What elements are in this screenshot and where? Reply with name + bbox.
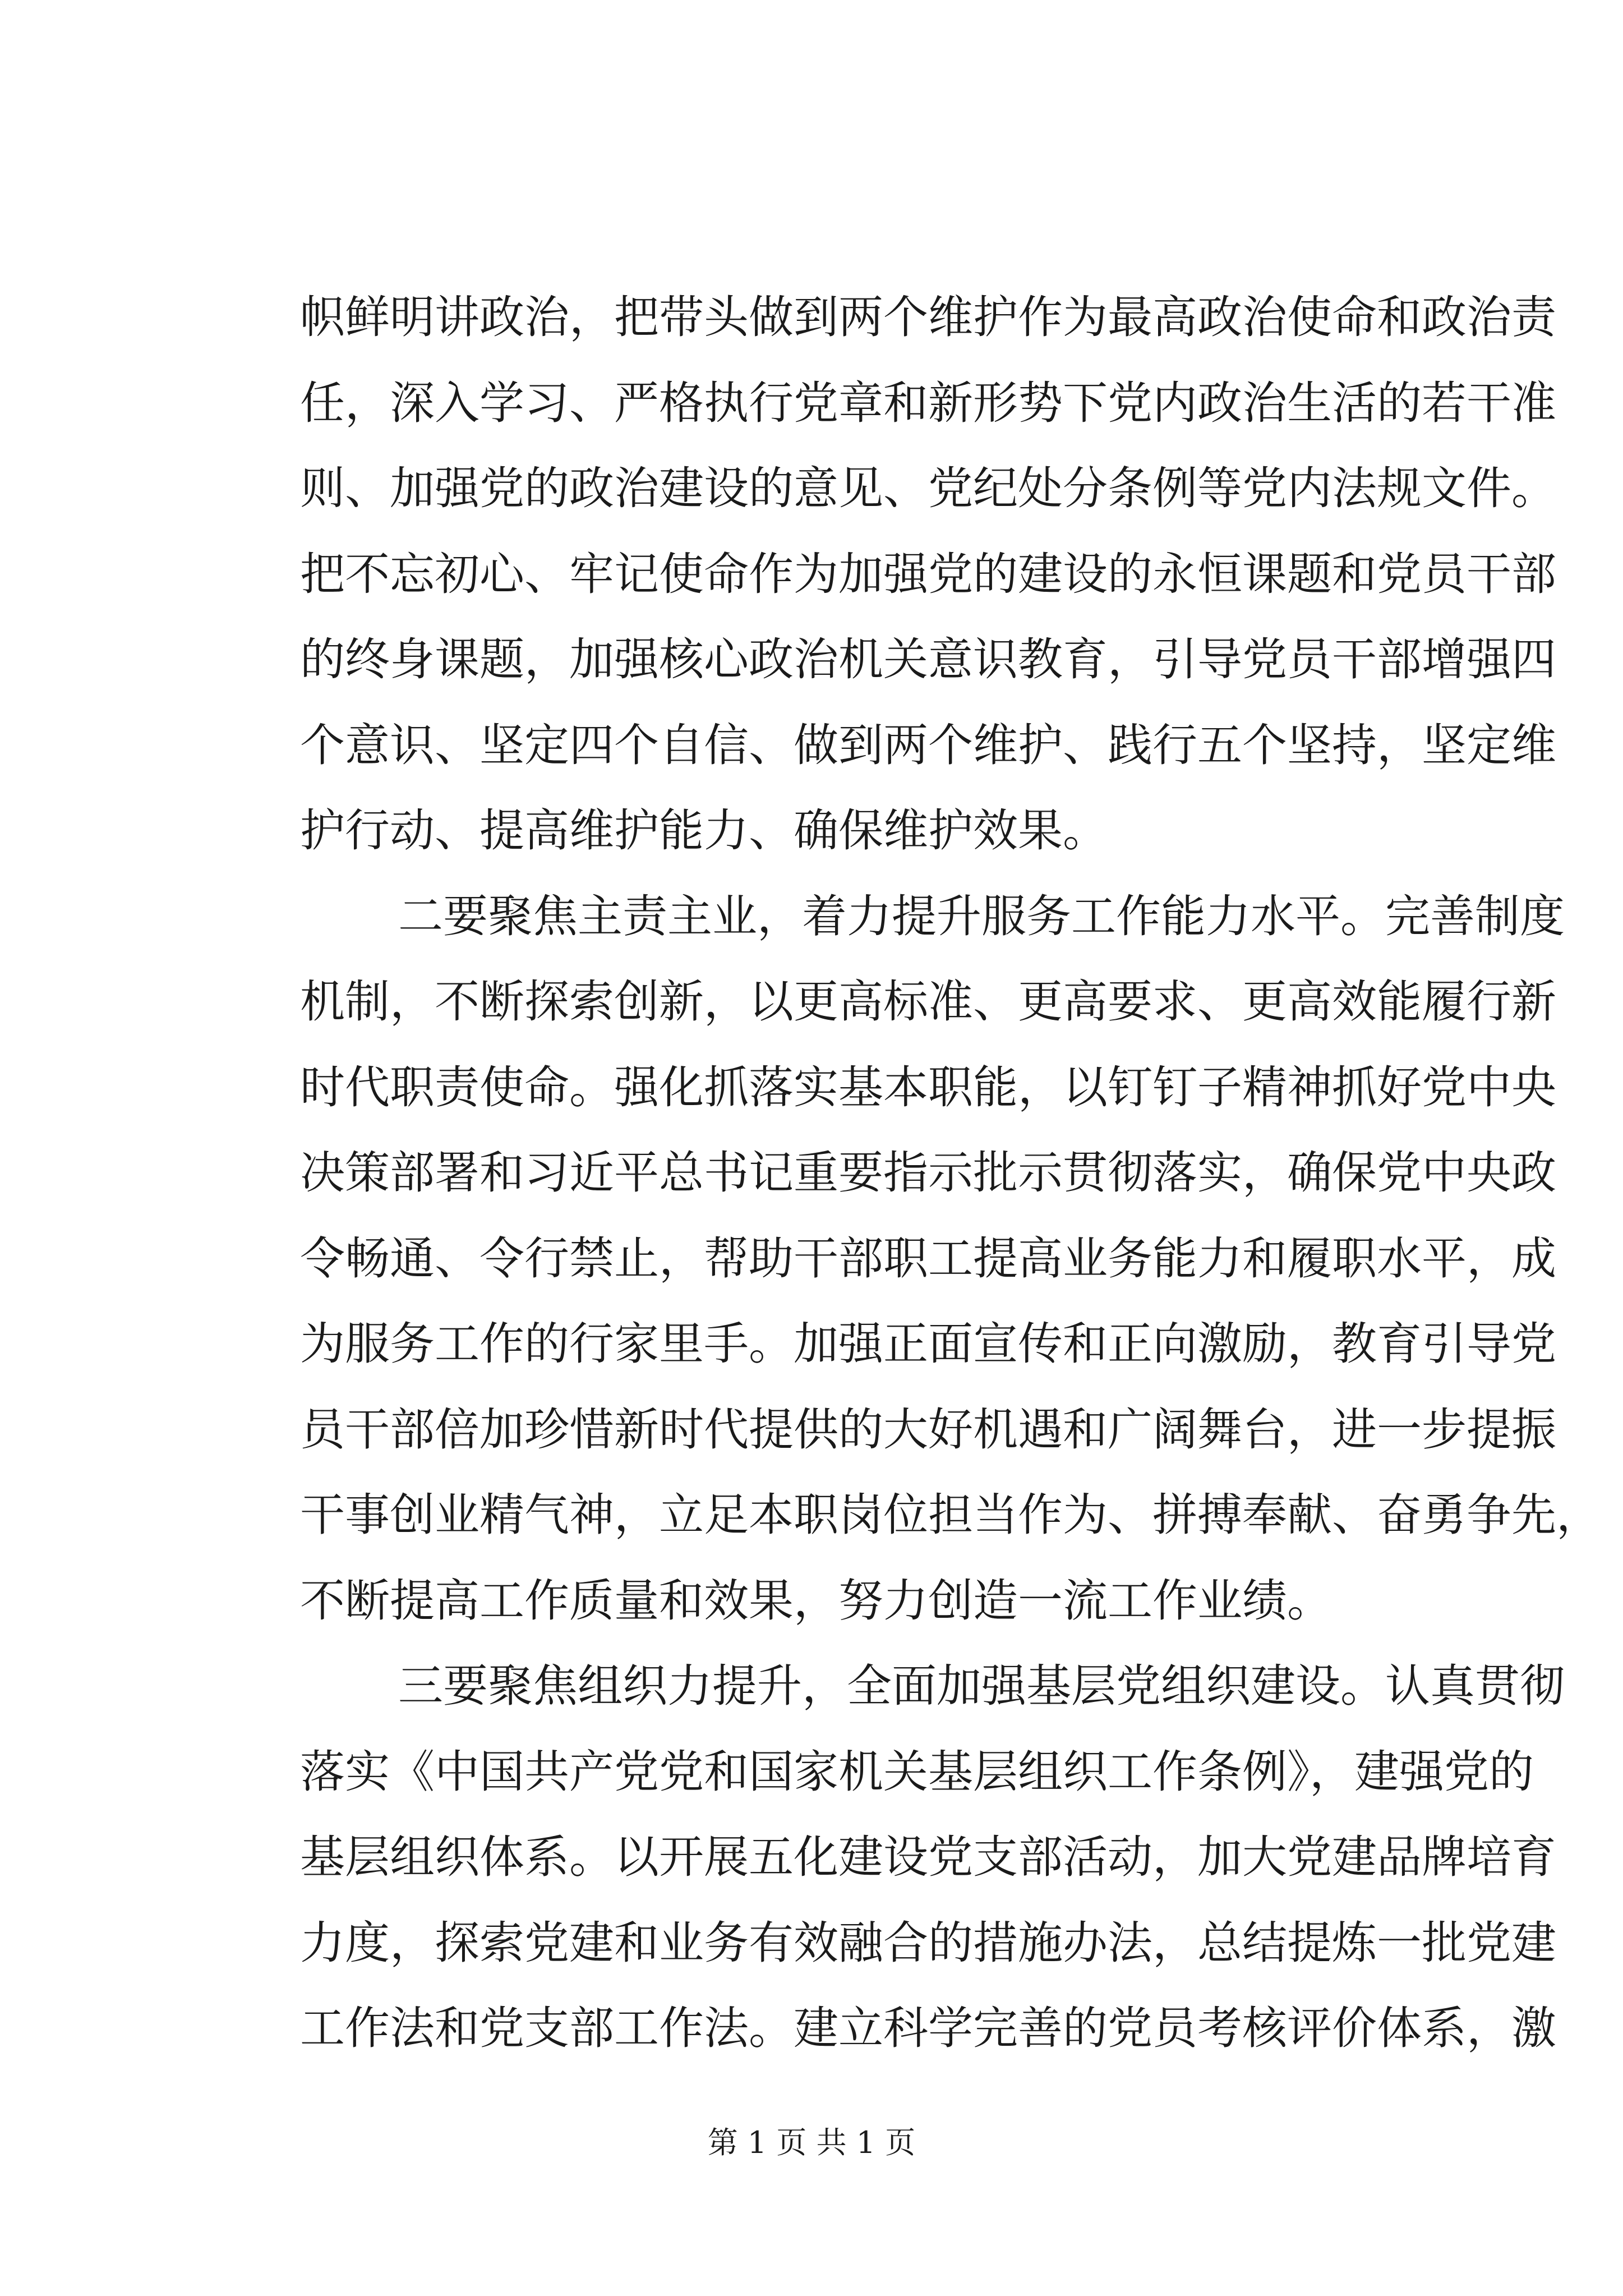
page-footer xyxy=(0,2120,1623,2165)
text-line: 落实《中国共产党党和国家机关基层组织工作条例》，建强党的 xyxy=(300,1745,1534,1798)
text-line: 为服务工作的行家里手。加强正面宣传和正向激励，教育引导党 xyxy=(300,1318,1556,1370)
text-line: 的终身课题，加强核心政治机关意识教育，引导党员干部增强四 xyxy=(300,633,1556,685)
text-line: 基层组织体系。以开展五化建设党支部活动，加大党建品牌培育 xyxy=(300,1831,1556,1883)
text-line: 不断提高工作质量和效果，努力创造一流工作业绩。 xyxy=(300,1574,1332,1627)
text-line: 机制，不断探索创新，以更高标准、更高要求、更高效能履行新 xyxy=(300,976,1556,1028)
text-line: 员干部倍加珍惜新时代提供的大好机遇和广阔舞台，进一步提振 xyxy=(300,1403,1556,1456)
paragraph-first-line: 二要聚焦主责主业，着力提升服务工作能力水平。完善制度 xyxy=(398,890,1565,942)
text-line: 力度，探索党建和业务有效融合的措施办法，总结提炼一批党建 xyxy=(300,1916,1556,1969)
text-line: 帜鲜明讲政治，把带头做到两个维护作为最高政治使命和政治责 xyxy=(300,291,1556,343)
text-line: 令畅通、令行禁止，帮助干部职工提高业务能力和履职水平，成 xyxy=(300,1232,1556,1285)
paragraph-first-line: 三要聚焦组织力提升，全面加强基层党组织建设。认真贯彻 xyxy=(398,1660,1565,1712)
text-line: 把不忘初心、牢记使命作为加强党的建设的永恒课题和党员干部 xyxy=(300,547,1556,600)
body-text xyxy=(300,275,1601,2072)
text-line: 干事创业精气神，立足本职岗位担当作为、拼搏奉献、奋勇争先， xyxy=(300,1489,1601,1541)
text-line: 个意识、坚定四个自信、做到两个维护、践行五个坚持，坚定维 xyxy=(300,719,1556,771)
page-number-label: 第 1 页 共 1 页 xyxy=(707,2125,916,2160)
text-line: 护行动、提高维护能力、确保维护效果。 xyxy=(300,804,1108,857)
text-line: 决策部署和习近平总书记重要指示批示贯彻落实，确保党中央政 xyxy=(300,1147,1556,1199)
text-line: 任，深入学习、严格执行党章和新形势下党内政治生活的若干准 xyxy=(300,376,1556,429)
text-line: 则、加强党的政治建设的意见、党纪处分条例等党内法规文件。 xyxy=(300,462,1556,514)
text-line: 时代职责使命。强化抓落实基本职能，以钉钉子精神抓好党中央 xyxy=(300,1061,1556,1114)
text-line: 工作法和党支部工作法。建立科学完善的党员考核评价体系，激 xyxy=(300,2002,1556,2054)
